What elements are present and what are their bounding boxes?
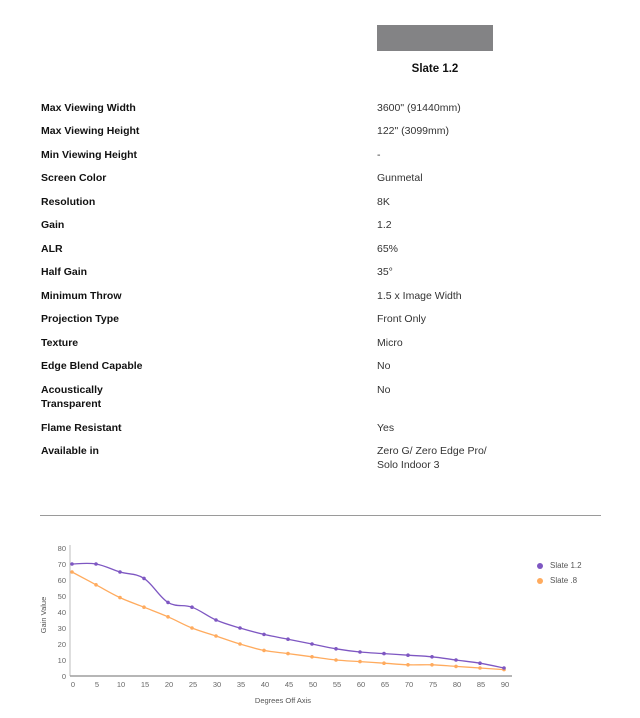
y-axis-label: Gain Value <box>39 596 48 634</box>
legend-item <box>537 573 582 588</box>
x-tick-label: 75 <box>428 680 438 689</box>
data-point <box>262 649 266 653</box>
x-tick-label: 60 <box>356 680 366 689</box>
data-point <box>70 562 74 566</box>
data-point <box>358 650 362 654</box>
spec-value: No <box>377 360 391 372</box>
data-point <box>70 570 74 574</box>
spec-row <box>41 101 577 115</box>
data-point <box>142 577 146 581</box>
spec-label: Flame Resistant <box>41 422 122 434</box>
spec-value: Zero G/ Zero Edge Pro/ Solo Indoor 3 <box>377 445 487 471</box>
spec-value: 65% <box>377 243 399 255</box>
x-tick-label: 35 <box>236 680 246 689</box>
data-point <box>310 655 314 659</box>
spec-row <box>41 195 577 209</box>
legend-label: Slate 1.2 <box>550 561 582 570</box>
legend-item <box>537 558 582 573</box>
spec-label: Projection Type <box>41 313 119 325</box>
spec-row <box>41 124 577 138</box>
data-point <box>406 663 410 667</box>
spec-value: Gunmetal <box>377 172 423 184</box>
data-point <box>454 658 458 662</box>
x-tick-label: 80 <box>452 680 462 689</box>
x-tick-label: 65 <box>380 680 390 689</box>
x-tick-label: 30 <box>212 680 222 689</box>
x-tick-label: 45 <box>284 680 294 689</box>
data-point <box>478 666 482 670</box>
spec-value: Micro <box>377 337 403 349</box>
data-point <box>334 658 338 662</box>
x-tick-label: 85 <box>476 680 486 689</box>
data-point <box>94 583 98 587</box>
divider <box>40 515 601 516</box>
spec-row <box>41 336 577 350</box>
data-point <box>166 601 170 605</box>
data-point <box>286 637 290 641</box>
data-point <box>190 605 194 609</box>
x-axis-label: Degrees Off Axis <box>254 696 312 705</box>
spec-row <box>41 359 577 373</box>
x-tick-label: 15 <box>140 680 150 689</box>
spec-label: ALR <box>41 243 63 255</box>
y-tick-label: 70 <box>57 560 66 569</box>
spec-label: Texture <box>41 337 79 349</box>
spec-value: 1.2 <box>377 219 392 231</box>
x-tick-label: 40 <box>260 680 270 689</box>
y-tick-label: 10 <box>57 656 66 665</box>
product-name: Slate 1.2 <box>411 63 459 75</box>
spec-row <box>41 218 577 232</box>
spec-row <box>41 171 577 185</box>
y-tick-label: 30 <box>57 624 66 633</box>
data-point <box>310 642 314 646</box>
spec-value: 122" (3099mm) <box>377 125 450 137</box>
spec-row <box>41 383 577 411</box>
x-tick-label: 10 <box>116 680 126 689</box>
spec-label: Minimum Throw <box>41 290 122 302</box>
data-point <box>214 618 218 622</box>
y-tick-label: 0 <box>61 672 66 681</box>
x-tick-label: 50 <box>308 680 318 689</box>
color-swatch <box>377 25 493 51</box>
spec-label: Resolution <box>41 196 96 208</box>
data-point <box>454 665 458 669</box>
data-point <box>358 660 362 664</box>
y-tick-label: 20 <box>57 640 66 649</box>
data-point <box>430 663 434 667</box>
y-tick-label: 40 <box>57 608 66 617</box>
spec-value: - <box>377 149 381 161</box>
legend-dot-icon <box>537 578 543 584</box>
spec-row <box>41 242 577 256</box>
data-point <box>118 596 122 600</box>
spec-row <box>41 265 577 279</box>
x-tick-label: 55 <box>332 680 342 689</box>
data-point <box>262 633 266 637</box>
spec-row <box>41 148 577 162</box>
data-point <box>382 652 386 656</box>
spec-value: No <box>377 384 391 396</box>
spec-value: 1.5 x Image Width <box>377 290 462 302</box>
spec-label: Gain <box>41 219 65 231</box>
y-tick-label: 60 <box>57 576 66 585</box>
data-point <box>94 562 98 566</box>
spec-label: Edge Blend Capable <box>41 360 143 372</box>
data-point <box>334 647 338 651</box>
data-point <box>238 642 242 646</box>
spec-label: Screen Color <box>41 172 107 184</box>
legend-dot-icon <box>537 563 543 569</box>
data-point <box>118 570 122 574</box>
spec-label: Max Viewing Height <box>41 125 140 137</box>
spec-label: Max Viewing Width <box>41 102 136 114</box>
y-tick-label: 50 <box>57 592 66 601</box>
x-tick-label: 70 <box>404 680 414 689</box>
chart-legend <box>537 558 582 588</box>
data-point <box>238 626 242 630</box>
spec-value: Yes <box>377 422 395 434</box>
spec-row <box>41 289 577 303</box>
x-tick-label: 5 <box>94 680 100 689</box>
data-point <box>430 655 434 659</box>
spec-row <box>41 421 577 435</box>
data-point <box>142 605 146 609</box>
data-point <box>502 666 506 670</box>
y-tick-label: 80 <box>57 544 66 553</box>
x-tick-label: 0 <box>70 680 76 689</box>
spec-value: Front Only <box>377 313 427 325</box>
spec-label: Min Viewing Height <box>41 149 138 161</box>
x-tick-label: 25 <box>188 680 198 689</box>
data-point <box>406 653 410 657</box>
x-tick-label: 20 <box>164 680 174 689</box>
spec-row <box>41 312 577 326</box>
spec-row <box>41 444 502 472</box>
data-point <box>166 615 170 619</box>
spec-label: Acoustically Transparent <box>41 384 103 410</box>
data-point <box>214 634 218 638</box>
x-tick-label: 90 <box>500 680 510 689</box>
spec-label: Available in <box>41 445 99 457</box>
data-point <box>478 661 482 665</box>
spec-value: 8K <box>377 196 390 208</box>
spec-value: 3600" (91440mm) <box>377 102 461 114</box>
data-point <box>382 661 386 665</box>
data-point <box>190 626 194 630</box>
data-point <box>286 652 290 656</box>
legend-label: Slate .8 <box>550 576 578 585</box>
spec-value: 35° <box>377 266 393 278</box>
spec-label: Half Gain <box>41 266 88 278</box>
